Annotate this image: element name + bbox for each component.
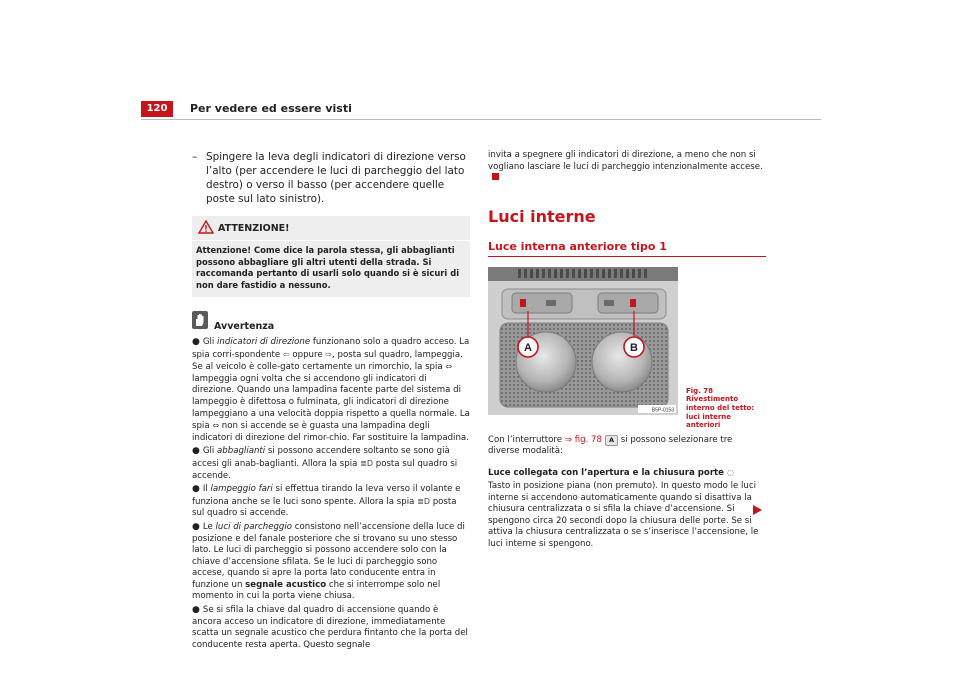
bullet-text: Gli: [202, 446, 218, 457]
bullet-text: si effettua tirando la leva verso il volante e funziona anche se le luci sono spente. Allora la spia: [192, 484, 461, 507]
bullet-term: abbaglianti: [217, 446, 266, 457]
bullet-bold-term: segnale acustico: [245, 579, 327, 590]
bullet-text: Se si sfila la chiave dal quadro di accensione quando è ancora acceso un indicatore di direzione, immediatamente scatta un segnale acustico che perdura fintanto che la porta del conducente resta aperta. Questo segnale: [192, 605, 468, 650]
subsection-title: Luce interna anteriore tipo 1: [488, 240, 766, 257]
bullet-text: Gli: [202, 337, 218, 347]
photo-code: B5P-0153: [651, 407, 674, 414]
interior-light-photo: [488, 267, 678, 415]
continued-paragraph: [488, 150, 766, 185]
callout-label-b: B: [630, 341, 638, 354]
instruction-text: Spingere la leva degli indicatori di direzione verso l’alto (per accendere le luci di parcheggio del lato destro) o verso il basso (per accendere quelle poste sul lato sinistro).: [206, 151, 466, 205]
continued-text: invita a spegnere gli indicatori di direzione, a meno che non si vogliano lasciare le luci di parcheggio intenzionalmente accese.: [488, 150, 763, 172]
high-beam-icon: ≣D: [417, 496, 430, 506]
bullet-dot-icon: ●: [192, 605, 200, 616]
figure-caption: Fig. 78 Rivestimento interno del tetto: luci interne anteriori: [686, 386, 755, 430]
header-rule: [141, 119, 821, 120]
switch-paragraph: [488, 435, 766, 458]
bullet-text: funzionano solo a quadro acceso. La spia corri-spondente: [192, 337, 470, 360]
warning-box: [192, 216, 470, 297]
bullet-text: Le: [202, 521, 216, 532]
bullet-dot-icon: ●: [192, 337, 200, 347]
figure-78: [488, 267, 766, 430]
door-contact-icon: ◌: [727, 467, 734, 477]
mode-description: Tasto in posizione piana (non premuto). In questo modo le luci interne si accendono automaticamente quando si disattiva la chiusura centralizzata o si sfila la chiave d’accensione. Si spengono circa 20 secondi dopo la chiusura delle porte. Se si attiva la chiusura centralizzata o se s’inserisce l’accensione, le luci interne si spengono.: [488, 480, 759, 549]
instruction-step: [192, 150, 470, 206]
note-bullet-high-beam: [192, 446, 470, 482]
section-title: Luci interne: [488, 206, 596, 226]
note-header: [192, 311, 470, 333]
warning-title: ATTENZIONE!: [218, 223, 290, 234]
bullet-text: Il: [202, 484, 211, 495]
trailer-indicator-icon: ⇔: [445, 362, 453, 372]
paragraph-text: Con l’interruttore: [488, 434, 565, 445]
figure-reference-link[interactable]: ⇒ fig. 78: [564, 434, 602, 445]
bullet-dot-icon: ●: [192, 521, 200, 532]
bullet-text: si possono accendere soltanto se sono già accesi gli anab-baglianti. Allora la spia: [192, 446, 450, 469]
note-bullet-flash: [192, 484, 470, 520]
bullet-text: lampeggia ogni volta che si accendono gli indicatori di direzione. Quando una lampadina facente parte del sistema di lampeggio è difettosa o fulminata, gli indicatori di direzione lampeggiano a una velocità doppia rispetto a quella normale. La spia: [192, 373, 470, 432]
mode-subheading: [488, 468, 766, 478]
note-title: Avvertenza: [214, 321, 275, 332]
dash-marker: –: [192, 151, 198, 163]
note-hand-icon: [192, 311, 208, 329]
note-bullet-key: [192, 605, 470, 651]
left-column: [192, 150, 470, 653]
bullet-term: indicatori di direzione: [217, 337, 311, 347]
bullet-text: posta sul quadro si accende.: [192, 458, 458, 481]
turn-left-icon: ⇦: [282, 349, 290, 359]
high-beam-icon: ≣D: [360, 458, 374, 468]
right-column: [488, 150, 766, 551]
turn-right-icon: ⇨: [325, 349, 333, 359]
bullet-dot-icon: ●: [192, 446, 200, 457]
page-number: 120: [141, 101, 173, 117]
callout-label-a: A: [524, 341, 532, 354]
note-bullet-indicators: [192, 337, 470, 444]
bullet-dot-icon: ●: [192, 484, 200, 495]
warning-header: [192, 216, 470, 241]
continue-arrow-icon[interactable]: [753, 505, 762, 515]
bullet-term: lampeggio fari: [210, 484, 273, 495]
end-of-section-icon: [492, 173, 499, 180]
paragraph-text: si possono selezionare tre diverse modalità:: [488, 434, 733, 457]
note-bullet-parking-lights: [192, 522, 470, 603]
trailer-indicator-icon: ⇔: [212, 421, 220, 431]
warning-triangle-icon: [198, 220, 214, 234]
bullet-text: che si interrompe solo nel momento in cui la porta viene chiusa.: [192, 579, 441, 602]
bullet-text: posta sul quadro si accende.: [192, 496, 457, 519]
bullet-term: luci di parcheggio: [215, 521, 293, 532]
page-header-title: Per vedere ed essere visti: [190, 102, 352, 115]
bullet-text: oppure: [289, 349, 326, 360]
warning-text: Attenzione! Come dice la parola stessa, gli abbaglianti possono abbagliare gli altri utenti della strada. Si raccomanda pertanto di usarli solo quando si è sicuri di non dare fastidio a nessuno.: [196, 245, 460, 290]
bullet-text: non si accende se è guasta una lampadina degli indicatori di direzione del rimor-chio. Far sostituire la lampadina.: [192, 421, 469, 443]
bullet-text: , posta sul quadro, lampeggia. Se al veicolo è colle-gato certamente un rimorchio, la spia: [192, 349, 463, 373]
bullet-text: consistono nell’accensione della luce di posizione e del fanale posteriore che si trovano su uno stesso lato. Le luci di parcheggio si possono accendere solo con la chiave d’accensione sfilata. Se le luci di parcheggio sono accese, quando si apre la porta lato conducente entra in funzione un: [192, 521, 465, 590]
switch-a-badge: A: [605, 435, 618, 446]
subheading-text: Luce collegata con l’apertura e la chiusura porte: [488, 467, 724, 478]
